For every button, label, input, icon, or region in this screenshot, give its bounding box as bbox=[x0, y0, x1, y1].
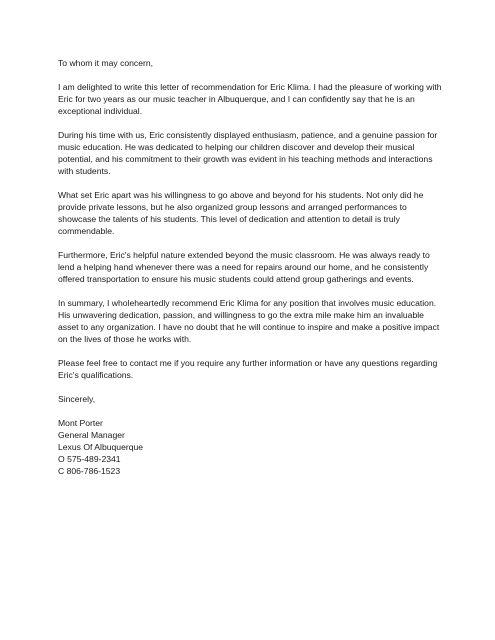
salutation: To whom it may concern, bbox=[58, 58, 154, 68]
signer-company: Lexus Of Albuquerque bbox=[58, 442, 144, 452]
signer-name: Mont Porter bbox=[58, 418, 103, 428]
closing: Sincerely, bbox=[58, 394, 96, 404]
paragraph-contact: Please feel free to contact me if you require any further information or have any questions regarding Eric's qualifications. bbox=[58, 358, 438, 380]
signer-title: General Manager bbox=[58, 430, 125, 440]
letter-body bbox=[58, 57, 442, 477]
paragraph-qualities: During his time with us, Eric consistently displayed enthusiasm, patience, and a genuine passion for music education. He was dedicated to helping our children discover and develop their musical potential, and his commitment to their growth was evident in his teaching methods and interactions with students. bbox=[58, 130, 438, 176]
cell-phone: C 806-786-1523 bbox=[58, 466, 121, 476]
paragraph-intro: I am delighted to write this letter of recommendation for Eric Klima. I had the pleasure of working with Eric for two years as our music teacher in Albuquerque, and I can confidently say that he is an exceptional individual. bbox=[58, 82, 442, 116]
paragraph-summary: In summary, I wholeheartedly recommend Eric Klima for any position that involves music education. His unwavering dedication, passion, and willingness to go the extra mile make him an invaluable asset to any organization. I have no doubt that he will continue to inspire and make a positive impact on the lives of those he works with. bbox=[58, 298, 440, 344]
paragraph-dedication: What set Eric apart was his willingness to go above and beyond for his students. Not only did he provide private lessons, but he also organized group lessons and arranged performances to showcase the talents of his students. This level of dedication and attention to detail is truly commendable. bbox=[58, 190, 424, 236]
paragraph-helpfulness: Furthermore, Eric's helpful nature extended beyond the music classroom. He was always ready to lend a helping hand whenever there was a need for repairs around our home, and he consistently offered transportation to ensure his music students could attend group gatherings and events. bbox=[58, 250, 430, 284]
signature-block bbox=[58, 417, 442, 477]
office-phone: O 575-489-2341 bbox=[58, 454, 121, 464]
